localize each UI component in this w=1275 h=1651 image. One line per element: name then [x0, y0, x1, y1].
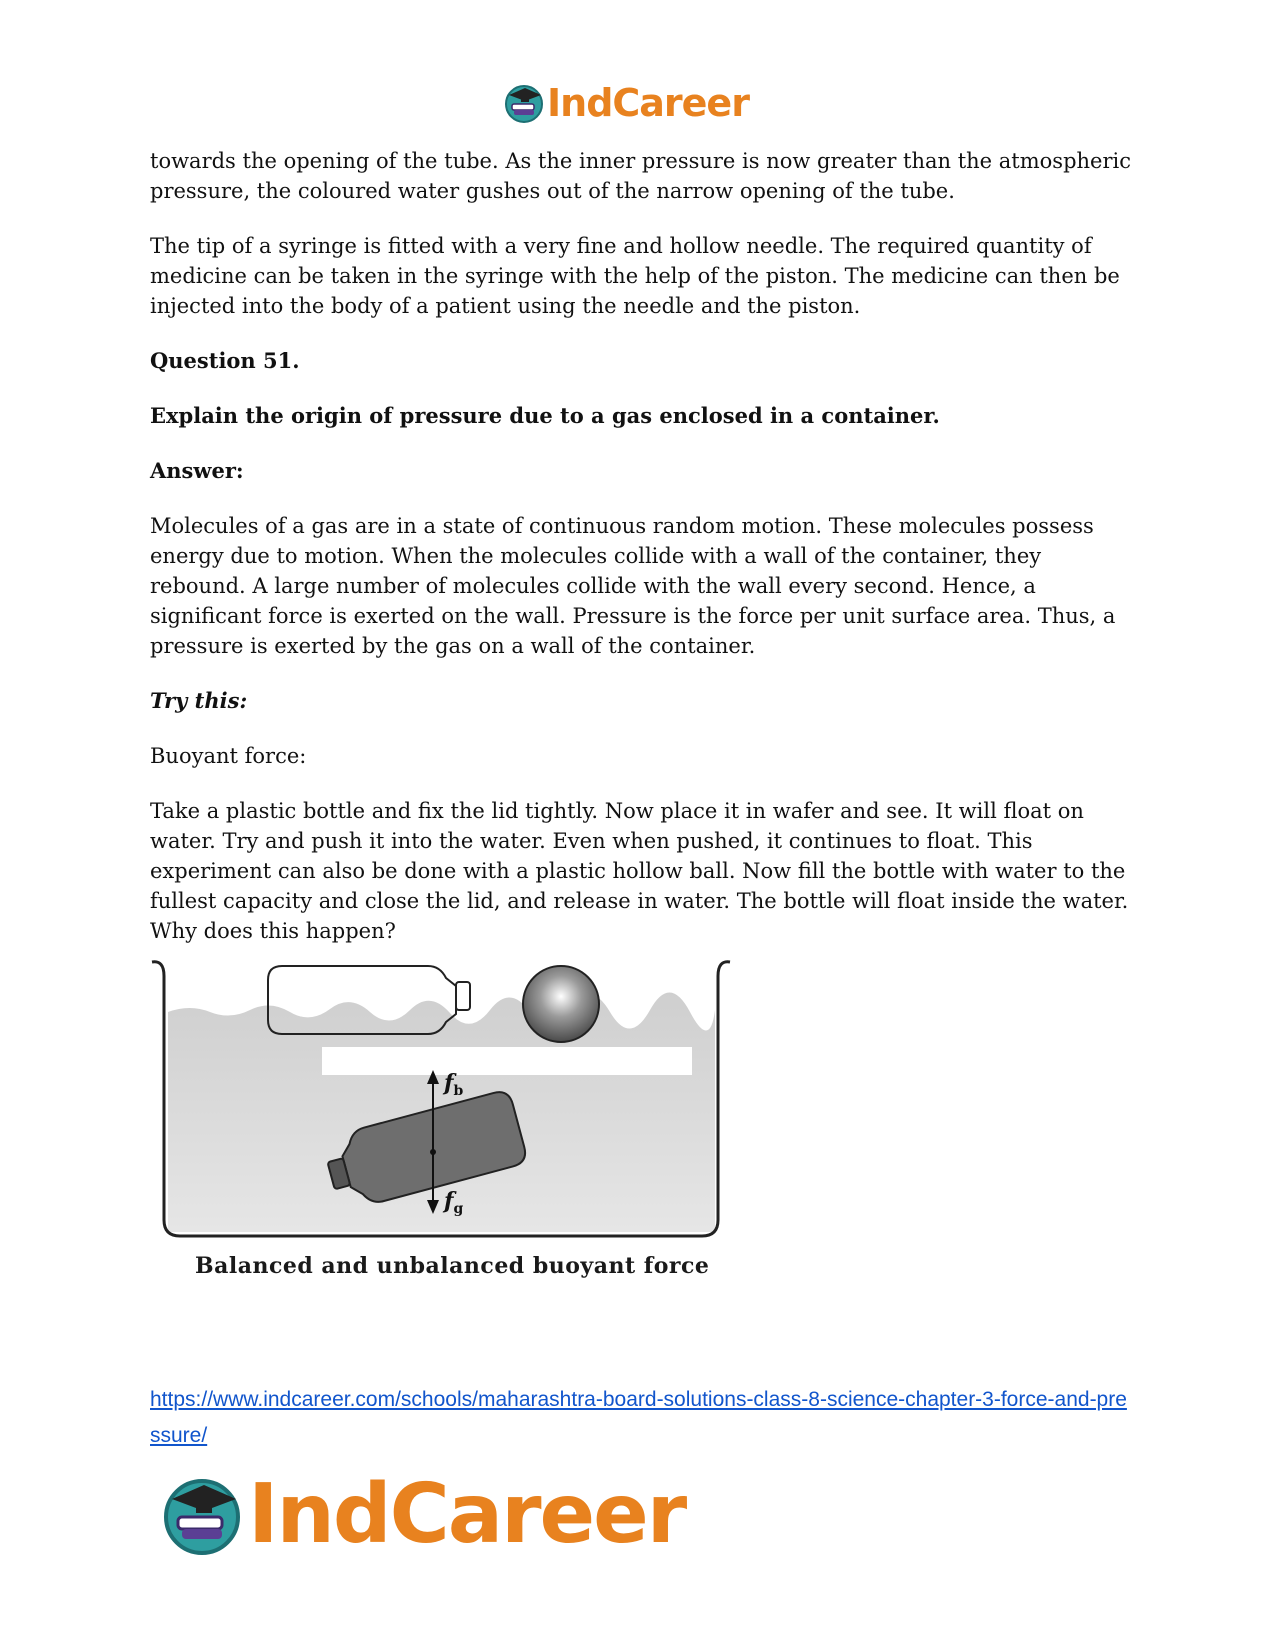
source-url-link[interactable]: https://www.indcareer.com/schools/maharashtra-board-solutions-class-8-science-chapter-3-force-and-pressure/	[150, 1388, 1127, 1447]
graduate-globe-icon	[160, 1473, 244, 1557]
header-logo[interactable]	[503, 80, 749, 126]
gravity-force-subscript: g	[453, 1201, 464, 1217]
graduate-globe-icon	[503, 82, 545, 124]
answer-text: Molecules of a gas are in a state of continuous random motion. These molecules possess energy due to motion. When the molecules collide with a wall of the container, they rebound. A large number of molecules collide with the wall every second. Hence, a significant force is exerted on the wall. Pressure is the force per unit surface area. Thus, a pressure is exerted by the gas on a wall of the container.	[150, 514, 1116, 658]
label-band	[322, 1047, 692, 1075]
paragraph-tube: towards the opening of the tube. As the inner pressure is now greater than the atmospheric pressure, the coloured water gushes out of the narrow opening of the tube.	[150, 149, 1131, 203]
question-label: Question 51.	[150, 348, 300, 373]
topic-heading: Buoyant force:	[150, 744, 307, 768]
floating-ball	[523, 966, 599, 1042]
document-body	[150, 146, 1135, 971]
buoyancy-illustration	[150, 952, 770, 1292]
try-this-label: Try this:	[150, 688, 248, 713]
paragraph-syringe: The tip of a syringe is fitted with a very fine and hollow needle. The required quantity of medicine can be taken in the syringe with the help of the piston. The medicine can then be injected into the body of a patient using the needle and the piston.	[150, 234, 1120, 318]
buoyant-force-subscript: b	[453, 1083, 464, 1099]
answer-label: Answer:	[150, 458, 244, 483]
header-logo-text: IndCareer	[547, 81, 749, 125]
gravity-force-symbol: f	[444, 1188, 454, 1214]
footer-logo[interactable]	[160, 1467, 686, 1562]
question-text: Explain the origin of pressure due to a gas enclosed in a container.	[150, 403, 940, 428]
figure-caption: Balanced and unbalanced buoyant force	[195, 1253, 710, 1279]
buoyant-force-symbol: f	[444, 1070, 454, 1096]
experiment-text: Take a plastic bottle and fix the lid tightly. Now place it in wafer and see. It will float on water. Try and push it into the water. Even when pushed, it continues to float. This experiment can also be done with a plastic hollow ball. Now fill the bottle with water to the fullest capacity and close the lid, and release in water. The bottle will float inside the water. Why does this happen?	[150, 799, 1129, 943]
footer-logo-text: IndCareer	[248, 1467, 686, 1562]
